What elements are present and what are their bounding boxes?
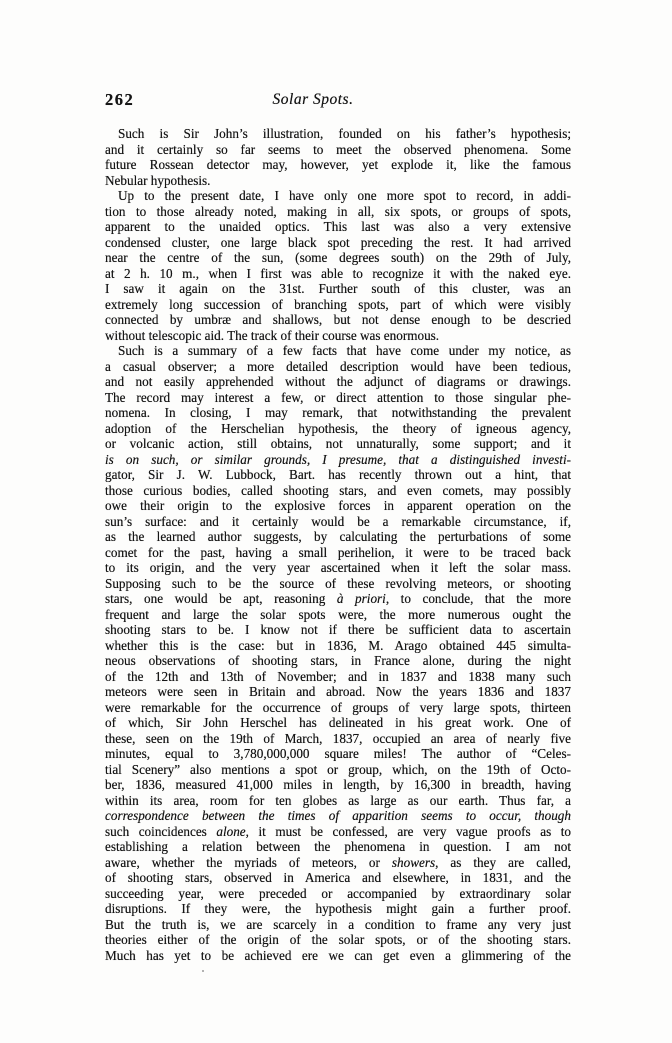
- text-line: theories either of the origin of the solar spots, or of the shooting stars.: [105, 932, 571, 947]
- text-line: these, seen on the 19th of March, 1837, occupied an area of nearly five: [105, 730, 571, 746]
- text-line: near the centre of the sun, (some degrees south) on the 29th of July,: [105, 250, 571, 265]
- text-line: were remarkable for the occurrence of groups of very large spots, thirteen: [105, 699, 571, 715]
- text-line: minutes, equal to 3,780,000,000 square miles! The author of “Celes-: [105, 746, 571, 761]
- text-line: correspondence between the times of apparition seems to occur, though: [105, 808, 571, 823]
- paragraph: [105, 343, 571, 963]
- page-header: [105, 90, 571, 110]
- text-line: gator, Sir J. W. Lubbock, Bart. has recently thrown out a hint, that: [105, 467, 571, 482]
- text-line: Much has yet to be achieved ere we can get even a glimmering of the: [105, 947, 571, 963]
- text-line: The record may interest a few, or direct attention to those singular phe-: [105, 389, 571, 405]
- text-line: Supposing such to be the source of these revolving meteors, or shooting: [105, 575, 571, 591]
- text-line: of the 12th and 13th of November; and in 1837 and 1838 many such: [105, 668, 571, 684]
- text-line: to its origin, and the very year ascertained when it left the solar mass.: [105, 560, 571, 575]
- text-line: nomena. In closing, I may remark, that notwithstanding the prevalent: [105, 405, 571, 420]
- text-line: of shooting stars, observed in America and elsewhere, in 1831, and the: [105, 870, 571, 885]
- text-line: whether this is the case: but in 1836, M. Arago obtained 445 simulta-: [105, 637, 571, 653]
- text-line: tial Scenery” also mentions a spot or group, which, on the 19th of Octo-: [105, 761, 571, 777]
- text-line: Nebular hypothesis.: [105, 172, 211, 188]
- text-line: those curious bodies, called shooting stars, and even comets, may possibly: [105, 482, 571, 498]
- text-line: adoption of the Herschelian hypothesis, the theory of igneous agency,: [105, 420, 571, 436]
- text-line: apparent to the unaided optics. This last was also a very extensive: [105, 219, 571, 234]
- text-line: within its area, room for ten globes as large as our earth. Thus far, a: [105, 792, 571, 808]
- text-line: ber, 1836, measured 41,000 miles in length, by 16,300 in breadth, having: [105, 777, 571, 792]
- text-line: sun’s surface: and it certainly would be a remarkable circumstance, if,: [105, 513, 571, 529]
- text-line: I saw it again on the 31st. Further south of this cluster, was an: [105, 281, 571, 296]
- text-line: neous observations of shooting stars, in France alone, during the night: [105, 653, 571, 668]
- text-line: as the learned author suggests, by calculating the perturbations of some: [105, 529, 571, 544]
- paragraph: [105, 126, 571, 188]
- text-line: and not easily apprehended without the adjunct of diagrams or drawings.: [105, 374, 571, 389]
- paragraph: [105, 188, 571, 343]
- text-line: aware, whether the myriads of meteors, or showers, as they are called,: [105, 854, 571, 870]
- text-line: Such is Sir John’s illustration, founded on his father’s hypothesis;: [118, 126, 571, 141]
- text-line: comet for the past, having a small perihelion, it were to be traced back: [105, 544, 571, 560]
- text-line: owe their origin to the explosive forces in apparent operation on the: [105, 498, 571, 513]
- page-title: Solar Spots.: [272, 91, 354, 108]
- text-line: Up to the present date, I have only one more spot to record, in addi-: [118, 188, 571, 203]
- text-line: is on such, or similar grounds, I presume, that a distinguished investi-: [105, 451, 571, 467]
- text-line: establishing a relation between the phenomena in question. I am not: [105, 839, 571, 854]
- text-line: stars, one would be apt, reasoning à priori, to conclude, that the more: [105, 591, 572, 606]
- text-line: of which, Sir John Herschel has delineated in his great work. One of: [105, 715, 571, 730]
- text-block: [105, 126, 571, 963]
- page-number: 262: [105, 90, 135, 109]
- text-line: a casual observer; a more detailed description would have been tedious,: [105, 358, 571, 374]
- text-line: frequent and large the solar spots were, the more numerous ought the: [105, 606, 571, 622]
- text-line: Such is a summary of a few facts that have come under my notice, as: [118, 343, 571, 358]
- text-line: meteors were seen in Britain and abroad. Now the years 1836 and 1837: [105, 684, 571, 699]
- text-line: But the truth is, we are scarcely in a condition to frame any very just: [105, 916, 571, 932]
- text-line: extremely long succession of branching spots, part of which were visibly: [105, 296, 571, 312]
- text-line: and it certainly so far seems to meet the observed phenomena. Some: [105, 141, 571, 157]
- text-line: shooting stars to be. I know not if there be sufficient data to ascertain: [105, 622, 571, 637]
- text-line: or volcanic action, still obtains, not unnaturally, some support; and it: [105, 436, 571, 451]
- text-line: at 2 h. 10 m., when I first was able to recognize it with the naked eye.: [105, 265, 571, 281]
- text-line: condensed cluster, one large black spot preceding the rest. It had arrived: [105, 234, 571, 250]
- text-line: tion to those already noted, making in all, six spots, or groups of spots,: [105, 203, 571, 219]
- text-line: such coincidences alone, it must be confessed, are very vague proofs as to: [105, 823, 571, 839]
- text-line: succeeding year, were preceded or accompanied by extraordinary solar: [105, 885, 571, 901]
- text-line: disruptions. If they were, the hypothesis might gain a further proof.: [105, 901, 571, 916]
- text-line: future Rossean detector may, however, yet explode it, like the famous: [105, 157, 571, 172]
- scan-speck: [202, 970, 204, 972]
- text-line: connected by umbræ and shallows, but not dense enough to be descried: [105, 312, 571, 327]
- text-line: without telescopic aid. The track of their course was enormous.: [105, 327, 440, 343]
